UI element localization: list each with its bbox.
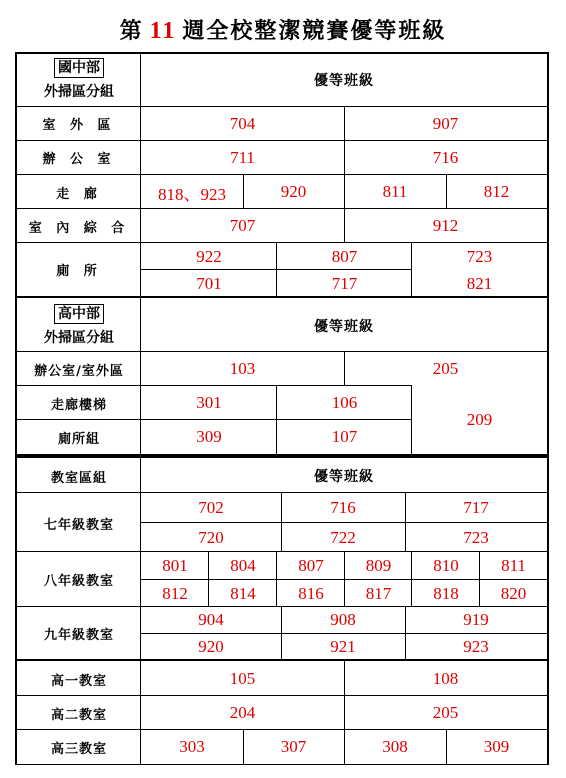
class-cell-merged: 209 [466,410,493,429]
grid-line [15,764,548,765]
class-cell: 922 [196,246,222,266]
title-suffix: 週全校整潔競賽優等班級 [182,18,447,44]
class-cell: 818 [433,583,459,603]
row-label: 九年級教室 [43,628,114,643]
class-cell: 820 [500,583,527,603]
row-label: 廁 所 [56,264,102,279]
senior-group-label: 外掃區分組 [44,330,114,346]
grid-line [15,729,548,730]
class-cell: 309 [483,737,510,756]
class-cell: 920 [198,637,224,656]
grid-line [411,242,412,297]
row-label: 廁所組 [57,431,100,447]
junior-honor-header: 優等班級 [314,72,374,89]
class-cell: 817 [365,583,392,603]
senior-group-header [17,299,141,352]
class-cell: 716 [330,498,356,517]
class-cell: 702 [198,498,224,517]
junior-group-header [17,54,141,105]
grid-line [344,174,345,208]
class-cell: 921 [330,637,356,656]
grid-line [243,174,244,208]
class-cell: 701 [196,273,222,293]
grid-line [15,106,548,107]
class-cell: 807 [298,555,324,575]
senior-honor-header: 優等班級 [314,318,374,335]
grid-line [15,659,548,661]
class-cell: 707 [229,216,256,235]
grid-line [276,385,277,454]
grid-line [15,208,548,209]
grid-line [15,551,548,552]
class-cell: 809 [365,555,392,575]
row-label: 八年級教室 [43,574,114,589]
junior-group-label: 外掃區分組 [44,84,114,100]
row-label: 高二教室 [50,707,107,723]
junior-dept-label: 國中部 [54,58,104,78]
class-cell: 821 [466,273,493,293]
class-cell: 204 [229,703,256,722]
row-label: 高一教室 [50,673,107,689]
class-cell: 307 [280,737,307,756]
class-cell: 923 [463,637,489,656]
class-cell: 904 [198,610,224,629]
grid-line [15,385,412,386]
grid-line [141,579,548,580]
grid-line [344,729,345,765]
classroom-group-header: 教室區組 [50,470,107,486]
row-label: 走廊樓梯 [50,397,107,413]
grid-line [344,661,345,729]
class-cell: 908 [330,610,356,629]
row-label: 高三教室 [50,741,107,757]
class-cell: 108 [432,669,459,688]
senior-dept-label: 高中部 [54,304,104,324]
class-cell: 723 [463,527,489,547]
grid-line [15,52,548,54]
grid-line [243,729,244,765]
row-label: 辦 公 室 [42,152,116,167]
class-cell: 907 [432,113,459,133]
row-label: 辦公室/室外區 [34,363,124,379]
grid-line [446,729,447,765]
class-cell: 309 [196,427,222,446]
class-cell: 812 [483,182,510,201]
class-cell: 810 [433,555,459,575]
grid-line [276,242,277,297]
class-cell: 723 [466,246,493,266]
class-cell: 814 [230,583,256,603]
class-cell: 722 [330,527,356,547]
grid-line [15,351,548,352]
classroom-honor-header: 優等班級 [314,469,374,485]
class-cell: 301 [196,393,222,412]
class-cell: 811 [382,182,408,201]
class-cell: 816 [298,583,324,603]
grid-line [141,633,548,634]
row-label: 七年級教室 [43,517,114,533]
grid-line [15,454,548,458]
grid-line [141,522,548,523]
class-cell: 912 [432,216,459,235]
class-cell: 105 [229,669,256,688]
class-cell: 920 [280,182,307,201]
class-cell: 107 [331,427,358,446]
class-cell: 818、923 [158,184,226,204]
class-cell: 205 [432,359,459,378]
grid-line [15,296,548,298]
week-number: 11 [149,18,177,44]
class-cell: 801 [162,555,188,575]
class-cell: 704 [229,113,256,133]
grid-line [446,174,447,208]
class-cell: 205 [432,703,459,722]
class-cell: 804 [230,555,256,575]
row-label: 室 外 區 [42,118,116,133]
class-cell: 106 [331,393,358,412]
grid-line [15,140,548,141]
class-cell: 720 [198,527,224,547]
grid-line [344,208,345,242]
class-cell: 717 [463,498,489,517]
class-cell: 303 [179,737,205,756]
row-label: 室 內 綜 合 [28,220,130,236]
class-cell: 717 [331,273,358,293]
class-cell: 103 [229,359,256,378]
grid-line [344,351,345,385]
title-prefix: 第 [119,18,144,44]
grid-line [15,242,548,243]
class-cell: 308 [382,737,408,756]
grid-line [15,695,548,696]
class-cell: 716 [432,147,459,167]
grid-line [411,385,412,454]
grid-line [15,174,548,175]
class-cell: 919 [463,610,489,629]
class-cell: 807 [331,246,358,266]
class-cell: 812 [162,583,188,603]
class-cell: 711 [230,147,255,167]
grid-line [344,106,345,174]
class-cell: 811 [501,555,526,575]
grid-line [15,419,412,420]
row-label: 走 廊 [56,186,102,202]
